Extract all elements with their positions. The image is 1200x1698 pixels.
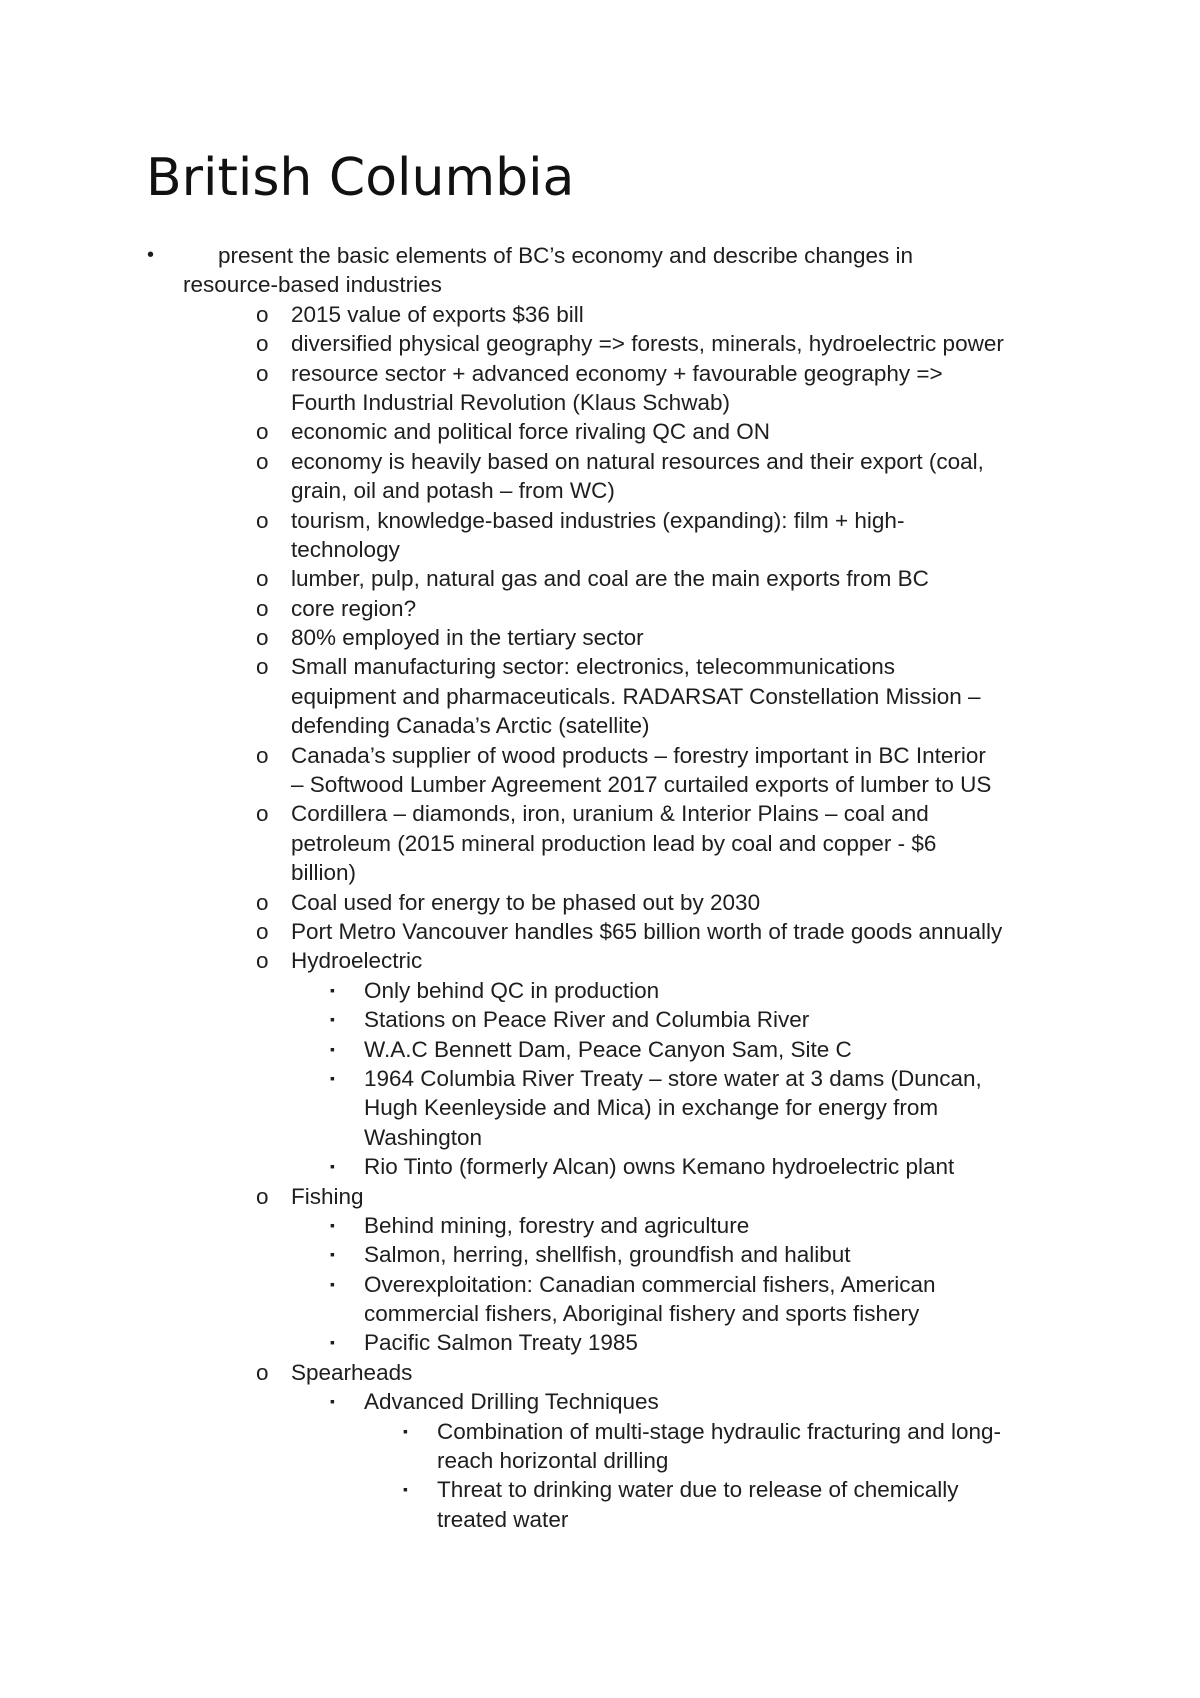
point-text: Coal used for energy to be phased out by 2030 <box>291 889 761 915</box>
list-line <box>0 447 1200 476</box>
list-line <box>0 1211 1200 1240</box>
list-line <box>0 652 1200 681</box>
sub-bullet-marker: o <box>256 625 269 651</box>
sub-bullet-marker: o <box>256 889 269 915</box>
sub-bullet-marker: o <box>256 566 269 592</box>
list-line <box>0 300 1200 329</box>
sub-bullet-marker: o <box>256 1183 269 1209</box>
hydroelectric-item: Stations on Peace River and Columbia River <box>364 1007 810 1033</box>
section-label-hydroelectric: Hydroelectric <box>291 948 423 974</box>
square-bullet-marker: ▪ <box>330 1040 335 1057</box>
point-text: 2015 value of exports $36 bill <box>291 301 584 327</box>
point-text: resource sector + advanced economy + favourable geography => <box>291 360 943 386</box>
square-bullet-marker: ▪ <box>403 1481 408 1498</box>
square-bullet-marker: ▪ <box>330 981 335 998</box>
list-line <box>0 858 1200 887</box>
point-text: defending Canada’s Arctic (satellite) <box>291 713 650 739</box>
sub-bullet-marker: o <box>256 918 269 944</box>
page-title: British Columbia <box>146 148 575 208</box>
square-bullet-marker: ▪ <box>330 1069 335 1086</box>
sub-bullet-marker: o <box>256 360 269 386</box>
list-line <box>0 770 1200 799</box>
point-text: billion) <box>291 860 357 886</box>
point-text: Canada’s supplier of wood products – forestry important in BC Interior <box>291 742 986 768</box>
list-line <box>0 711 1200 740</box>
list-line <box>0 946 1200 975</box>
square-bullet-marker: ▪ <box>330 1334 335 1351</box>
list-line <box>0 799 1200 828</box>
list-line <box>0 682 1200 711</box>
list-line <box>0 623 1200 652</box>
list-line <box>0 270 1200 299</box>
point-text: Small manufacturing sector: electronics, telecommunications <box>291 654 896 680</box>
point-text: diversified physical geography => forests, minerals, hydroelectric power <box>291 331 1004 357</box>
list-line <box>0 1446 1200 1475</box>
hydroelectric-item: Hugh Keenleyside and Mica) in exchange for energy from <box>364 1095 939 1121</box>
fishing-item: Pacific Salmon Treaty 1985 <box>364 1330 638 1356</box>
fishing-item: Overexploitation: Canadian commercial fishers, American <box>364 1271 936 1297</box>
point-text: lumber, pulp, natural gas and coal are the main exports from BC <box>291 566 929 592</box>
list-line <box>0 1417 1200 1446</box>
list-line <box>0 888 1200 917</box>
point-text: economy is heavily based on natural resources and their export (coal, <box>291 448 984 474</box>
list-line <box>0 594 1200 623</box>
list-line <box>0 476 1200 505</box>
point-text: Cordillera – diamonds, iron, uranium & Interior Plains – coal and <box>291 801 929 827</box>
square-bullet-marker: ▪ <box>330 1011 335 1028</box>
sub-bullet-marker: o <box>256 801 269 827</box>
point-text: technology <box>291 536 400 562</box>
hydroelectric-item: Only behind QC in production <box>364 977 660 1003</box>
list-line <box>0 1328 1200 1357</box>
list-line <box>0 829 1200 858</box>
hydroelectric-item: Washington <box>364 1124 482 1150</box>
list-line <box>0 329 1200 358</box>
list-line <box>0 1064 1200 1093</box>
point-text: Port Metro Vancouver handles $65 billion worth of trade goods annually <box>291 918 1003 944</box>
section-label-fishing: Fishing <box>291 1183 364 1209</box>
list-line <box>0 1035 1200 1064</box>
point-text: grain, oil and potash – from WC) <box>291 478 615 504</box>
list-line <box>0 1299 1200 1328</box>
list-line <box>0 1152 1200 1181</box>
advanced-drilling-label: Advanced Drilling Techniques <box>364 1389 659 1415</box>
hydroelectric-item: W.A.C Bennett Dam, Peace Canyon Sam, Site C <box>364 1036 852 1062</box>
square-bullet-marker: ▪ <box>330 1158 335 1175</box>
list-line <box>0 1240 1200 1269</box>
square-bullet-marker: ▪ <box>403 1422 408 1439</box>
fishing-item: commercial fishers, Aboriginal fishery and sports fishery <box>364 1301 920 1327</box>
list-line <box>0 1182 1200 1211</box>
list-line <box>0 1093 1200 1122</box>
list-line <box>0 388 1200 417</box>
sub-bullet-marker: o <box>256 595 269 621</box>
list-line <box>0 741 1200 770</box>
intro-text: resource-based industries <box>183 272 442 298</box>
list-line <box>0 359 1200 388</box>
sub-bullet-marker: o <box>256 1359 269 1385</box>
square-bullet-marker: ▪ <box>330 1216 335 1233</box>
drilling-item: treated water <box>437 1506 569 1532</box>
drilling-item: Threat to drinking water due to release of chemically <box>437 1477 959 1503</box>
square-bullet-marker: ▪ <box>330 1246 335 1263</box>
list-line <box>0 535 1200 564</box>
drilling-item: Combination of multi-stage hydraulic fracturing and long- <box>437 1418 1002 1444</box>
intro-text: present the basic elements of BC’s economy and describe changes in <box>218 243 913 268</box>
list-line <box>0 417 1200 446</box>
list-line <box>0 1358 1200 1387</box>
sub-bullet-marker: o <box>256 948 269 974</box>
section-label-spearheads: Spearheads <box>291 1359 413 1385</box>
drilling-item: reach horizontal drilling <box>437 1448 669 1474</box>
point-text: Fourth Industrial Revolution (Klaus Schwab) <box>291 389 730 415</box>
list-line <box>0 1475 1200 1504</box>
sub-bullet-marker: o <box>256 301 269 327</box>
point-text: – Softwood Lumber Agreement 2017 curtailed exports of lumber to US <box>291 772 992 798</box>
point-text: core region? <box>291 595 417 621</box>
list-line <box>0 1005 1200 1034</box>
list-line <box>0 917 1200 946</box>
list-line <box>0 241 1200 270</box>
square-bullet-marker: ▪ <box>330 1275 335 1292</box>
point-text: equipment and pharmaceuticals. RADARSAT Constellation Mission – <box>291 683 981 709</box>
point-text: petroleum (2015 mineral production lead by coal and copper - $6 <box>291 830 937 856</box>
list-line <box>0 1123 1200 1152</box>
hydroelectric-item: 1964 Columbia River Treaty – store water at 3 dams (Duncan, <box>364 1065 982 1091</box>
point-text: economic and political force rivaling QC and ON <box>291 419 770 445</box>
sub-bullet-marker: o <box>256 742 269 768</box>
sub-bullet-marker: o <box>256 331 269 357</box>
square-bullet-marker: ▪ <box>330 1393 335 1410</box>
bullet-marker: • <box>147 244 155 266</box>
list-line <box>0 564 1200 593</box>
fishing-item: Salmon, herring, shellfish, groundfish and halibut <box>364 1242 851 1268</box>
sub-bullet-marker: o <box>256 448 269 474</box>
point-text: tourism, knowledge-based industries (expanding): film + high- <box>291 507 905 533</box>
list-line <box>0 506 1200 535</box>
list-line <box>0 1270 1200 1299</box>
point-text: 80% employed in the tertiary sector <box>291 625 644 651</box>
sub-bullet-marker: o <box>256 654 269 680</box>
list-line <box>0 1505 1200 1534</box>
hydroelectric-item: Rio Tinto (formerly Alcan) owns Kemano hydroelectric plant <box>364 1154 955 1180</box>
notes-outline <box>0 241 1200 1534</box>
list-line <box>0 1387 1200 1416</box>
sub-bullet-marker: o <box>256 419 269 445</box>
list-line <box>0 976 1200 1005</box>
sub-bullet-marker: o <box>256 507 269 533</box>
fishing-item: Behind mining, forestry and agriculture <box>364 1212 750 1238</box>
